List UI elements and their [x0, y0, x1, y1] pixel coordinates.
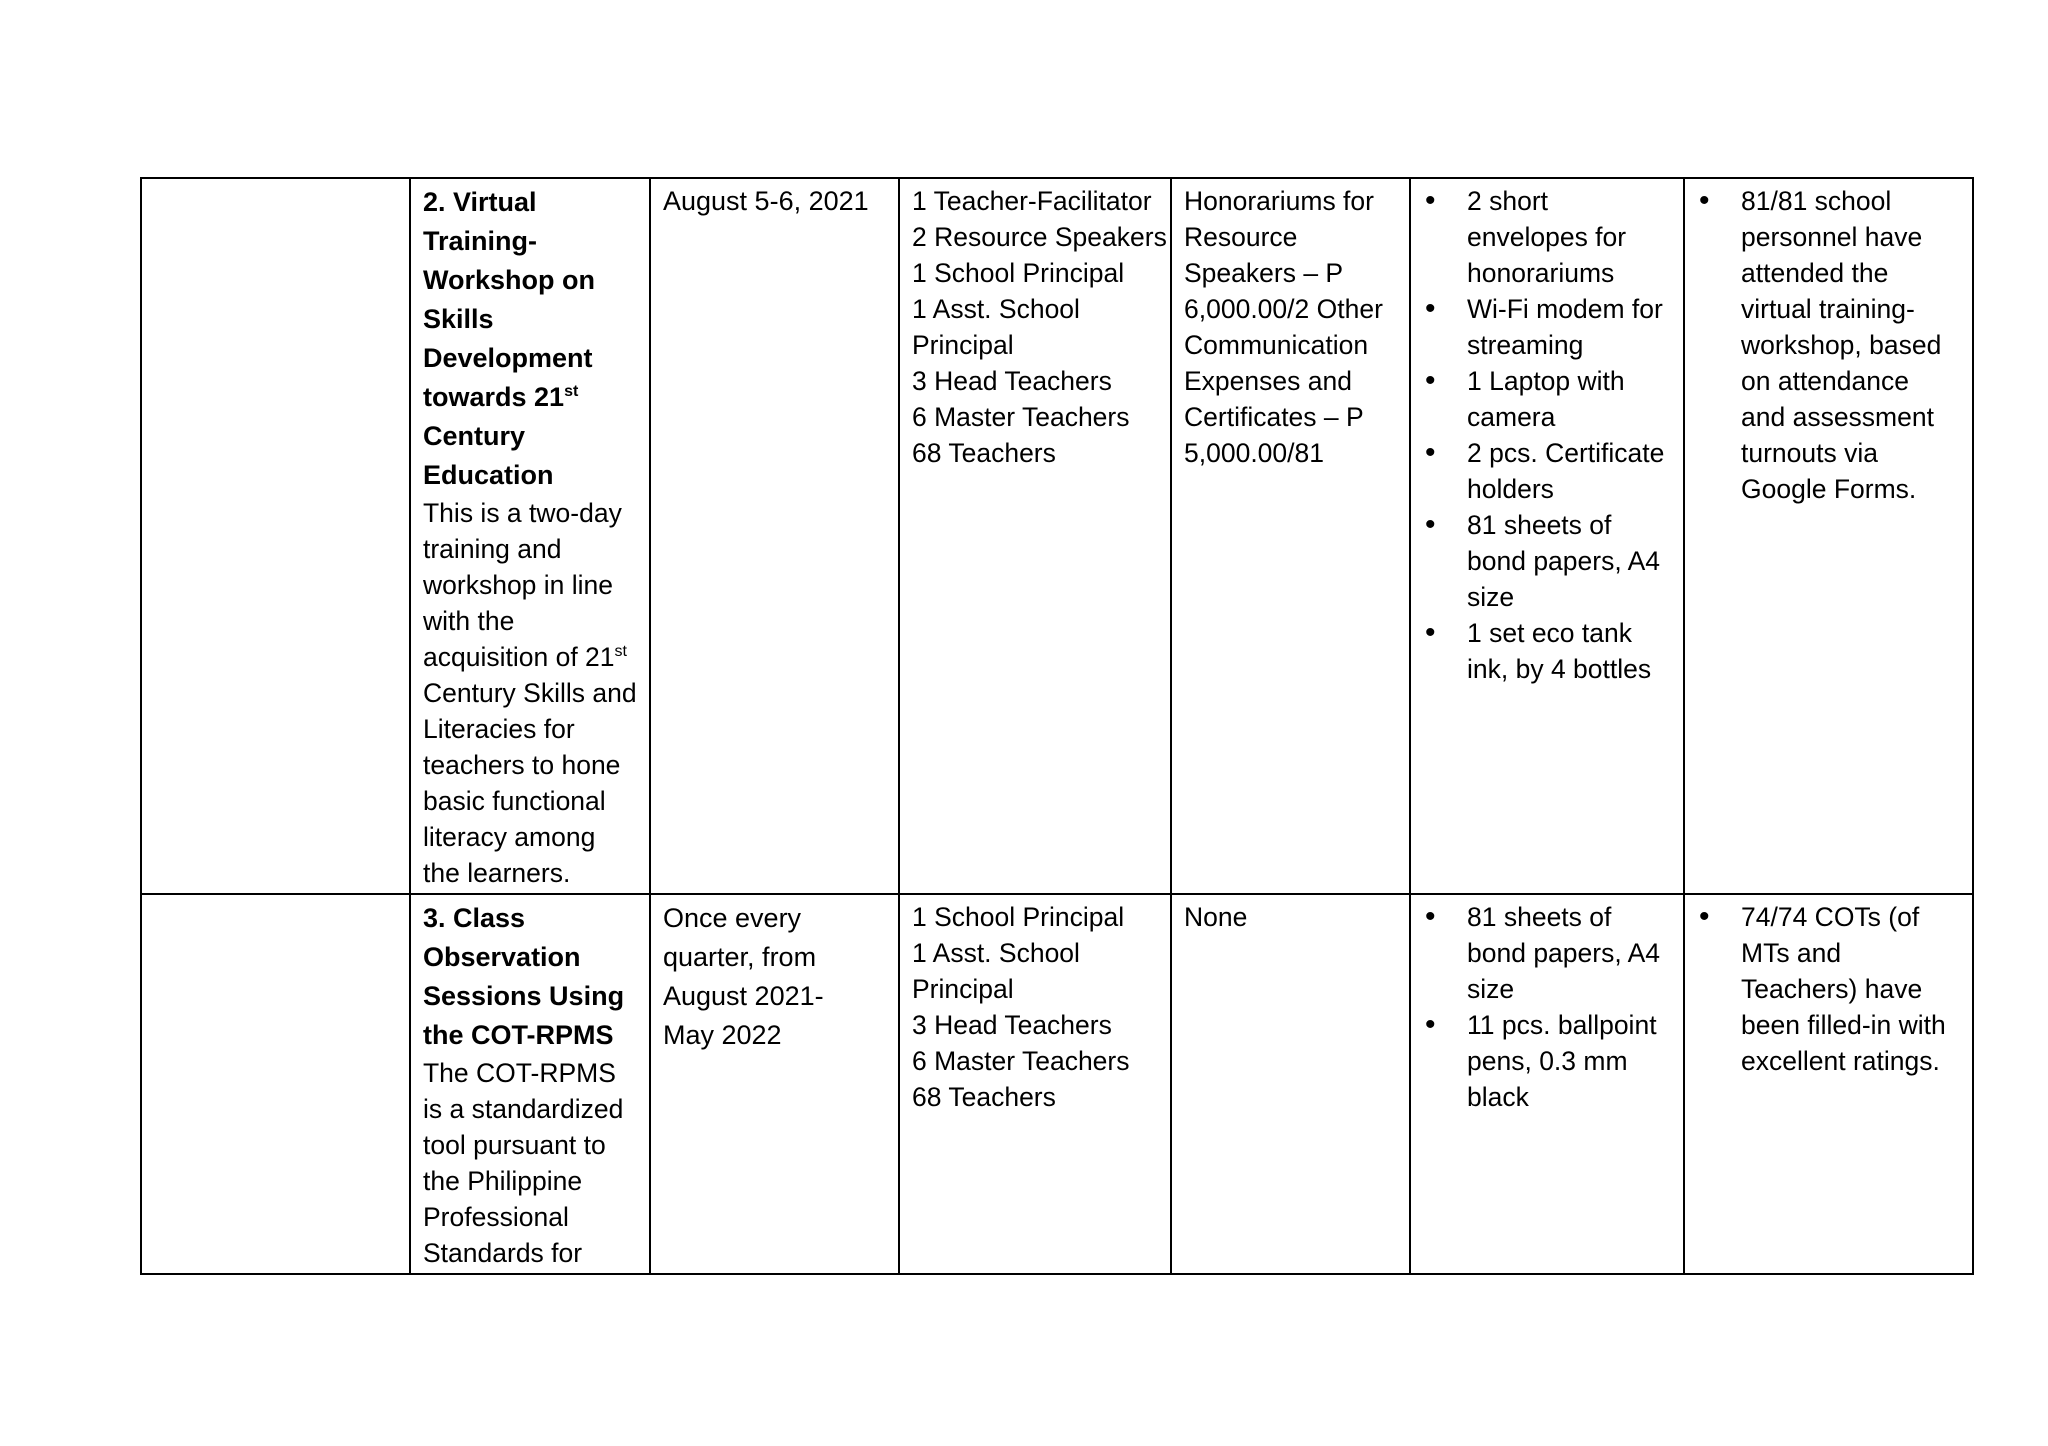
resources-list: [1423, 183, 1671, 687]
resources-cell: [1410, 178, 1684, 894]
activity-cell: [410, 178, 650, 894]
person-item: 68 Teachers: [912, 1082, 1056, 1112]
budget-text: None: [1184, 902, 1248, 932]
activity-title: 3. Class Observation Sessions Using the COT-RPMS: [423, 903, 625, 1050]
blank-cell: [141, 178, 410, 894]
person-item: 3 Head Teachers: [912, 1010, 1112, 1040]
budget-cell: [1171, 894, 1410, 1274]
list-item: • 2 short envelopes for honorariums: [1423, 183, 1671, 291]
person-item: 6 Master Teachers: [912, 402, 1130, 432]
resources-cell: [1410, 894, 1684, 1274]
person-item: 6 Master Teachers: [912, 1046, 1130, 1076]
list-item: • 1 set eco tank ink, by 4 bottles: [1423, 615, 1671, 687]
persons-involved-cell: [899, 894, 1171, 1274]
success-indicators-cell: [1684, 894, 1973, 1274]
budget-cell: [1171, 178, 1410, 894]
activity-description: This is a two-day training and workshop in line with the acquisition of 21st Century Skills and Literacies for teachers to hone basic functional literacy among the learners.: [423, 498, 637, 888]
schedule-text: Once every quarter, from August 2021-May 2022: [663, 903, 824, 1050]
person-item: 68 Teachers: [912, 438, 1056, 468]
activity-cell: [410, 894, 650, 1274]
activity-plan-table: [140, 177, 1974, 1275]
person-item: 1 Asst. School Principal: [912, 294, 1080, 360]
table-row: [141, 894, 1973, 1274]
budget-text: Honorariums for Resource Speakers – P 6,000.00/2 Other Communication Expenses and Certificates – P 5,000.00/81: [1184, 186, 1383, 468]
list-item: • 11 pcs. ballpoint pens, 0.3 mm black: [1423, 1007, 1671, 1115]
activity-description: The COT-RPMS is a standardized tool pursuant to the Philippine Professional Standards for: [423, 1058, 624, 1268]
person-item: 1 School Principal: [912, 902, 1125, 932]
person-item: 3 Head Teachers: [912, 366, 1112, 396]
indicators-list: [1697, 183, 1960, 507]
list-item: • Wi-Fi modem for streaming: [1423, 291, 1671, 363]
schedule-text: August 5-6, 2021: [663, 186, 869, 216]
blank-cell: [141, 894, 410, 1274]
indicators-list: [1697, 899, 1960, 1079]
list-item: • 74/74 COTs (of MTs and Teachers) have been filled-in with excellent ratings.: [1697, 899, 1960, 1079]
person-item: 1 School Principal: [912, 258, 1125, 288]
schedule-cell: [650, 894, 899, 1274]
person-item: 1 Teacher-Facilitator: [912, 186, 1152, 216]
list-item: • 81 sheets of bond papers, A4 size: [1423, 507, 1671, 615]
success-indicators-cell: [1684, 178, 1973, 894]
list-item: • 81 sheets of bond papers, A4 size: [1423, 899, 1671, 1007]
person-item: 2 Resource Speakers: [912, 222, 1167, 252]
list-item: • 2 pcs. Certificate holders: [1423, 435, 1671, 507]
activity-title: 2. Virtual Training-Workshop on Skills Development towards 21st Century Education: [423, 187, 595, 490]
persons-involved-cell: [899, 178, 1171, 894]
schedule-cell: [650, 178, 899, 894]
person-item: 1 Asst. School Principal: [912, 938, 1080, 1004]
list-item: • 81/81 school personnel have attended the virtual training-workshop, based on attendance and assessment turnouts via Google Forms.: [1697, 183, 1960, 507]
table-row: [141, 178, 1973, 894]
resources-list: [1423, 899, 1671, 1115]
list-item: • 1 Laptop with camera: [1423, 363, 1671, 435]
